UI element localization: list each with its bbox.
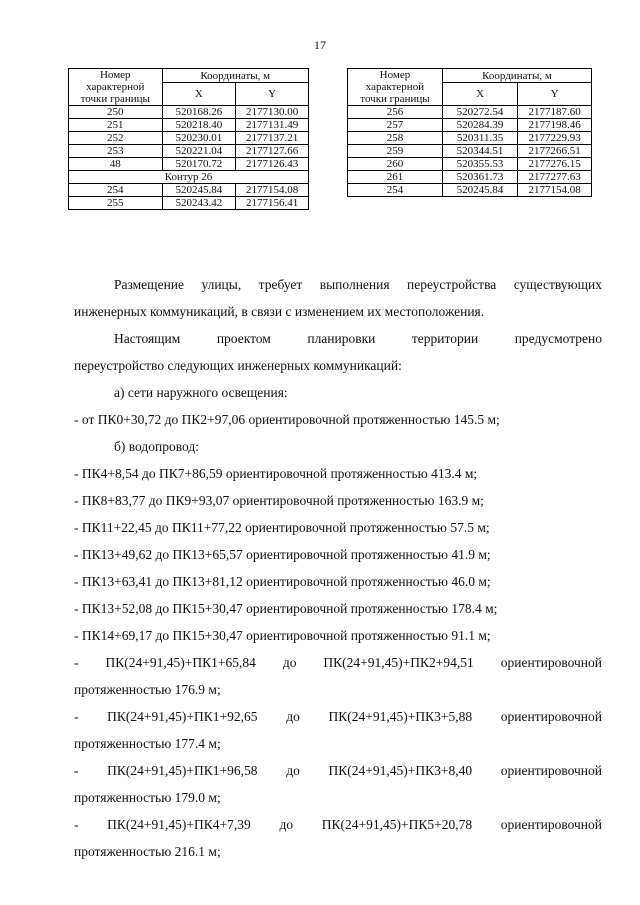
list-item: - ПК8+83,77 до ПК9+93,07 ориентировочной протяженностью 163.9 м;	[74, 493, 484, 508]
list-item: - ПК11+22,45 до ПК11+77,22 ориентировочной протяженностью 57.5 м;	[74, 520, 490, 535]
table-row: 48 520170.72 2177126.43	[69, 158, 309, 171]
list-item: - ПК14+69,17 до ПК15+30,47 ориентировочной протяженностью 91.1 м;	[74, 628, 491, 643]
section-heading-lighting: а) сети наружного освещения:	[114, 385, 288, 400]
table-row: 257 520284.39 2177198.46	[348, 119, 592, 132]
coordinates-table-right	[347, 68, 592, 197]
list-item: - ПК(24+91,45)+ПК1+96,58 до ПК(24+91,45)+ПК3+8,40 ориентировочной	[74, 763, 602, 778]
header-y: Y	[236, 83, 309, 106]
paragraph-line: инженерных коммуникаций, в связи с изменением их местоположения.	[74, 304, 485, 319]
header-x: X	[442, 83, 517, 106]
table-row: 261 520361.73 2177277.63	[348, 171, 592, 184]
paragraph-line: Настоящим проектом планировки территории предусмотрено	[114, 331, 602, 346]
table-row: 254 520245.84 2177154.08	[69, 184, 309, 197]
list-item-continuation: протяженностью 216.1 м;	[74, 844, 221, 859]
list-item-continuation: протяженностью 177.4 м;	[74, 736, 221, 751]
table-row: 260 520355.53 2177276.15	[348, 158, 592, 171]
header-point-number: Номер характерной точки границы	[69, 69, 163, 106]
header-x: X	[162, 83, 236, 106]
paragraph-line: переустройство следующих инженерных коммуникаций:	[74, 358, 402, 373]
header-y: Y	[518, 83, 592, 106]
page-number: 17	[314, 38, 326, 52]
header-coordinates: Координаты, м	[162, 69, 308, 83]
header-point-number: Номер характерной точки границы	[348, 69, 443, 106]
table-row: 250 520168.26 2177130.00	[69, 106, 309, 119]
table-row: 254 520245.84 2177154.08	[348, 184, 592, 197]
list-item: - ПК13+63,41 до ПК13+81,12 ориентировочной протяженностью 46.0 м;	[74, 574, 491, 589]
list-item: - ПК(24+91,45)+ПК1+92,65 до ПК(24+91,45)+ПК3+5,88 ориентировочной	[74, 709, 602, 724]
list-item: - ПК4+8,54 до ПК7+86,59 ориентировочной протяженностью 413.4 м;	[74, 466, 478, 481]
table-row: 255 520243.42 2177156.41	[69, 197, 309, 210]
table-row: 258 520311.35 2177229.93	[348, 132, 592, 145]
contour-label: Контур 26	[69, 171, 309, 184]
header-coordinates: Координаты, м	[442, 69, 591, 83]
list-item: - ПК(24+91,45)+ПК4+7,39 до ПК(24+91,45)+ПК5+20,78 ориентировочной	[74, 817, 602, 832]
table-row: 256 520272.54 2177187.60	[348, 106, 592, 119]
table-row: 259 520344.51 2177266.51	[348, 145, 592, 158]
section-heading-water: б) водопровод:	[114, 439, 199, 454]
contour-row	[69, 171, 309, 184]
list-item: - ПК13+52,08 до ПК15+30,47 ориентировочной протяженностью 178.4 м;	[74, 601, 498, 616]
table-row: 252 520230.01 2177137.21	[69, 132, 309, 145]
list-item-continuation: протяженностью 179.0 м;	[74, 790, 221, 805]
list-item: - от ПК0+30,72 до ПК2+97,06 ориентировочной протяженностью 145.5 м;	[74, 412, 500, 427]
table-row: 251 520218.40 2177131.49	[69, 119, 309, 132]
list-item: - ПК13+49,62 до ПК13+65,57 ориентировочной протяженностью 41.9 м;	[74, 547, 491, 562]
paragraph-line: Размещение улицы, требует выполнения переустройства существующих	[114, 277, 602, 292]
coordinates-table-left	[68, 68, 309, 210]
table-row: 253 520221.04 2177127.66	[69, 145, 309, 158]
list-item: - ПК(24+91,45)+ПК1+65,84 до ПК(24+91,45)+ПК2+94,51 ориентировочной	[74, 655, 602, 670]
list-item-continuation: протяженностью 176.9 м;	[74, 682, 221, 697]
